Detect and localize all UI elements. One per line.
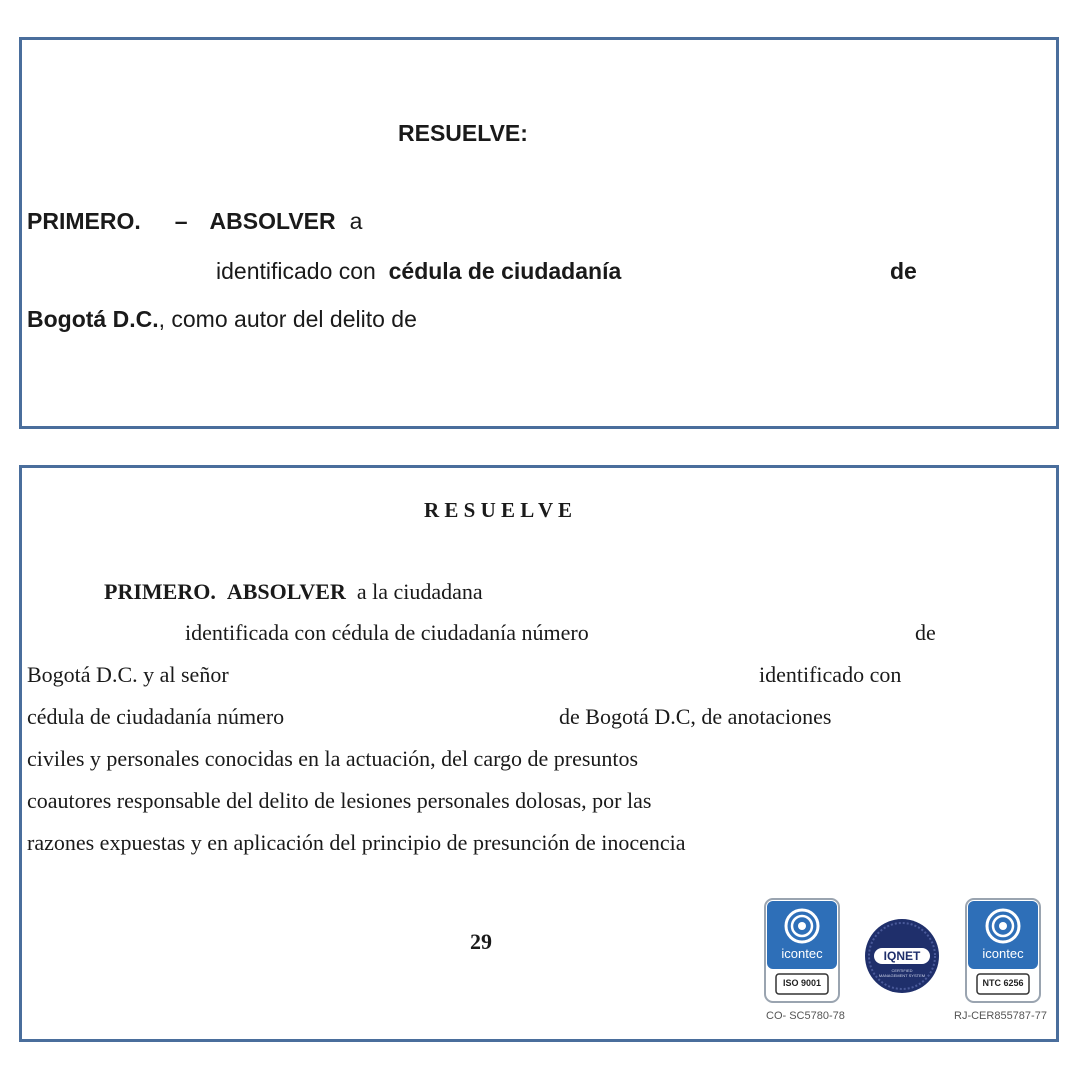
top-heading: RESUELVE: [398,120,528,146]
top-line-1 [27,208,362,235]
ordinal-primero-serif: PRIMERO. [104,579,216,604]
icontec-ntc-standard: NTC 6256 [982,978,1024,988]
bottom-line-4-start: cédula de ciudadanía número [27,704,285,729]
verb-absolver-serif: ABSOLVER [226,579,346,604]
bold-cedula: cédula de ciudadanía [388,258,622,284]
plain-text: identificado con [216,258,376,284]
iqnet-sub: CERTIFIED MANAGEMENT SYSTEM [878,968,926,978]
bottom-line-6: coautores responsable del delito de lesiones personales dolosas, por las [27,788,652,813]
verb-absolver: ABSOLVER [209,208,336,234]
iqnet-logo [864,918,940,994]
bottom-excerpt-panel [19,465,1059,1042]
icontec-iso-logo [764,898,840,1003]
icontec-iso-brand: icontec [781,946,823,961]
line-3-rest: , como autor del delito de [158,306,417,332]
prep-a: a [349,208,363,234]
top-line-2-main [216,258,621,285]
icontec-ntc-brand: icontec [982,946,1024,961]
icontec-ntc-code: RJ-CER855787-77 [954,1010,1047,1022]
bottom-line-3-start: Bogotá D.C. y al señor [27,662,229,687]
bottom-line-1 [104,579,483,605]
top-excerpt-panel [19,37,1059,429]
top-line-3 [27,306,417,333]
bottom-line-7: razones expuestas y en aplicación del principio de presunción de inocencia [27,830,686,855]
iqnet-brand: IQNET [883,949,921,963]
bottom-heading: R E S U E L V E [424,498,573,522]
page-number: 29 [470,929,492,954]
ordinal-primero: PRIMERO. [27,208,141,234]
bottom-line-2-main: identificada con cédula de ciudadanía número [185,620,589,645]
icontec-iso-standard: ISO 9001 [782,978,822,988]
icontec-ntc-logo [965,898,1041,1003]
dash: – [174,208,188,234]
top-line-2-end: de [890,258,917,284]
icontec-iso-code: CO- SC5780-78 [766,1010,845,1022]
bold-bogota: Bogotá D.C. [27,306,159,332]
bottom-line-4-end: de Bogotá D.C, de anotaciones [559,704,832,729]
line-1-rest: a la ciudadana [356,579,483,604]
bottom-line-5: civiles y personales conocidas en la actuación, del cargo de presuntos [27,746,639,771]
bottom-line-2-end: de [915,620,936,645]
bottom-line-3-end: identificado con [759,662,902,687]
